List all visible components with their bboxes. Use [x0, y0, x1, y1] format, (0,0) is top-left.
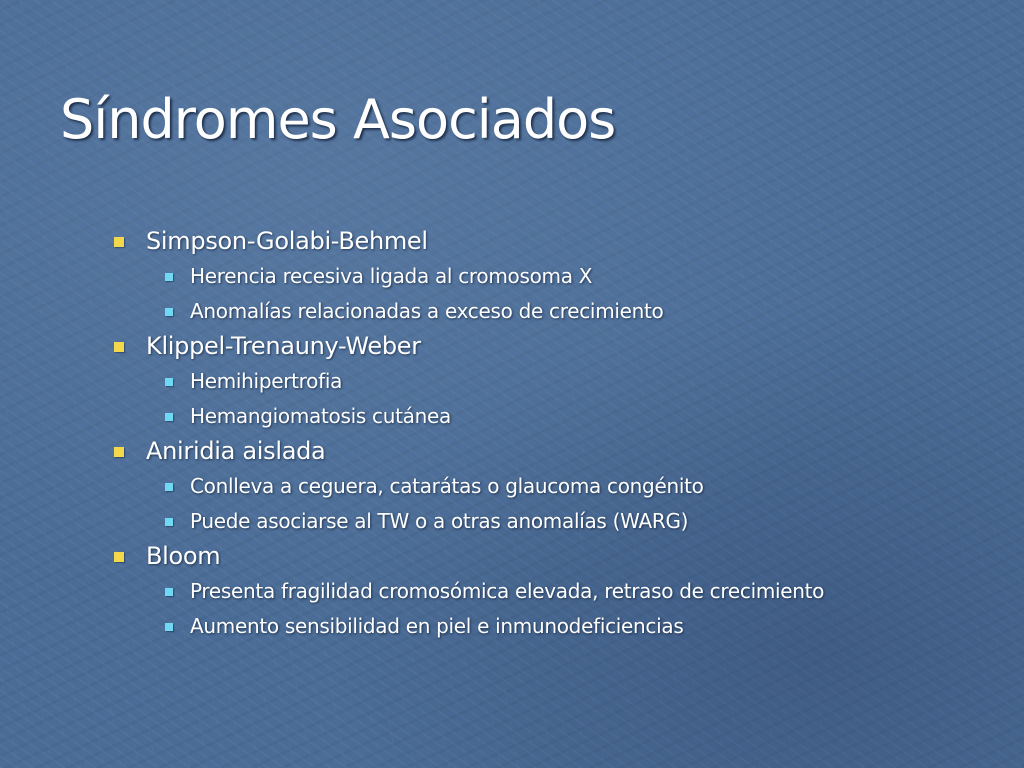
square-bullet-icon	[165, 378, 173, 386]
slide-title: Síndromes Asociados	[60, 88, 616, 151]
sub-bullet-item	[162, 399, 992, 434]
square-bullet-icon	[114, 237, 124, 247]
sub-bullet-label: Anomalías relacionadas a exceso de crecimiento	[190, 299, 664, 323]
sub-bullet-label: Hemihipertrofia	[190, 369, 343, 393]
sub-bullet-label: Herencia recesiva ligada al cromosoma X	[190, 264, 593, 288]
sub-bullet-item	[162, 504, 992, 539]
sub-bullet-label: Puede asociarse al TW o a otras anomalías (WARG)	[190, 509, 689, 533]
square-bullet-icon	[165, 308, 173, 316]
bullet-item-label: Klippel-Trenauny-Weber	[146, 332, 421, 360]
square-bullet-icon	[165, 413, 173, 421]
square-bullet-icon	[114, 342, 124, 352]
bullet-item-bloom	[112, 539, 992, 574]
sub-bullet-item	[162, 294, 992, 329]
bullet-item-label: Aniridia aislada	[146, 437, 326, 465]
square-bullet-icon	[165, 273, 173, 281]
sub-bullet-item	[162, 259, 992, 294]
sub-bullet-label: Hemangiomatosis cutánea	[190, 404, 451, 428]
square-bullet-icon	[114, 552, 124, 562]
sub-bullet-item	[162, 364, 992, 399]
square-bullet-icon	[165, 518, 173, 526]
sub-bullet-label: Conlleva a ceguera, catarátas o glaucoma congénito	[190, 474, 704, 498]
bullet-item-aniridia-aislada	[112, 434, 992, 469]
bullet-item-label: Bloom	[146, 542, 221, 570]
sub-bullet-label: Aumento sensibilidad en piel e inmunodeficiencias	[190, 614, 684, 638]
bullet-item-label: Simpson-Golabi-Behmel	[146, 227, 428, 255]
bullet-item-simpson-golabi-behmel	[112, 224, 992, 259]
square-bullet-icon	[165, 623, 173, 631]
sub-bullet-item	[162, 609, 992, 644]
square-bullet-icon	[165, 588, 173, 596]
square-bullet-icon	[165, 483, 173, 491]
square-bullet-icon	[114, 447, 124, 457]
bullet-list	[112, 224, 992, 644]
sub-bullet-label: Presenta fragilidad cromosómica elevada, retraso de crecimiento	[190, 579, 825, 603]
bullet-item-klippel-trenauny-weber	[112, 329, 992, 364]
sub-bullet-item	[162, 574, 992, 609]
sub-bullet-item	[162, 469, 992, 504]
